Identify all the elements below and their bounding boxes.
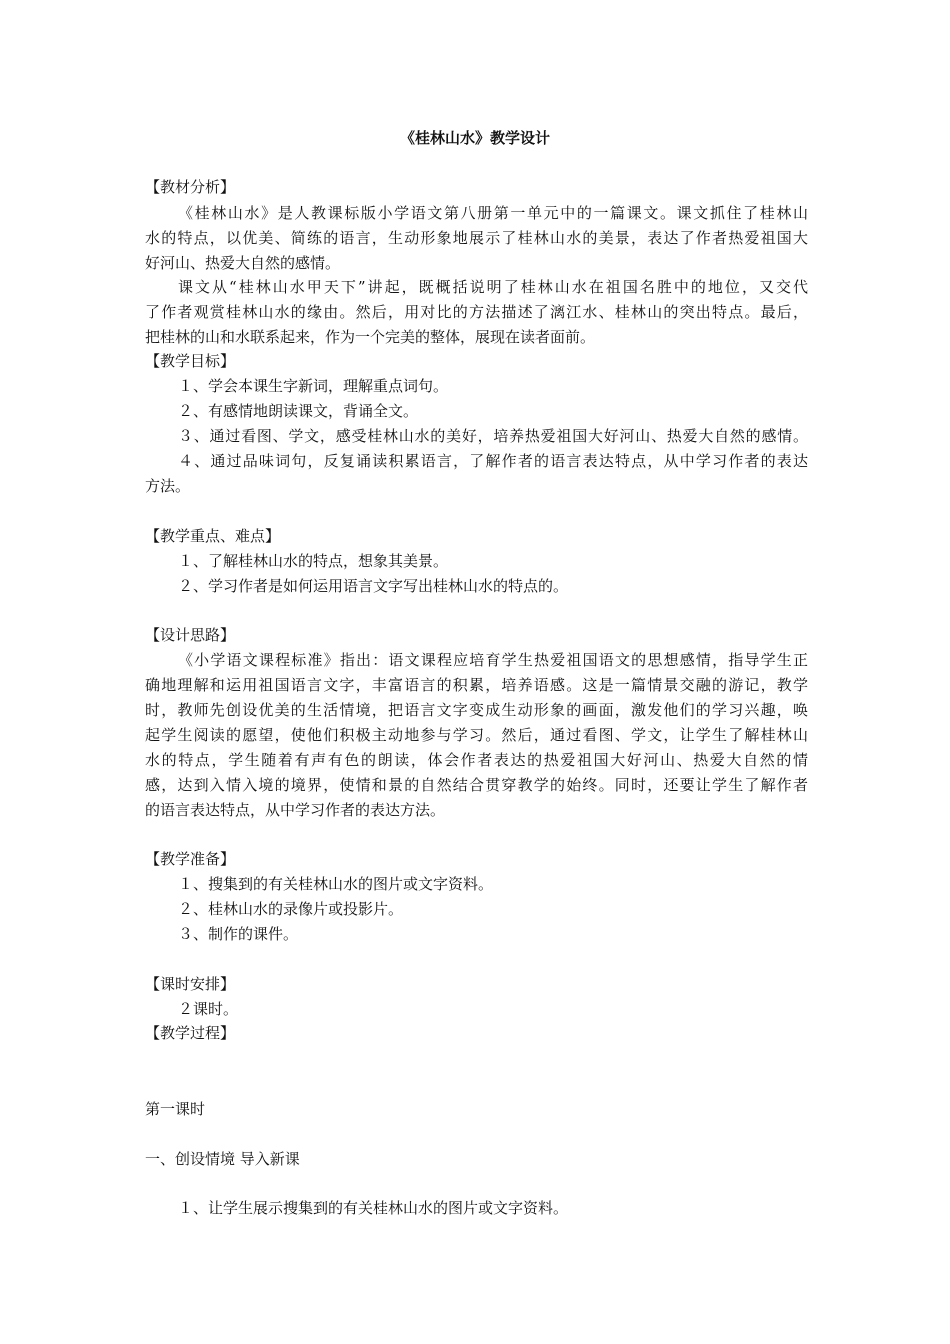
- heading-teaching-goals: 【教学目标】: [145, 352, 236, 370]
- paragraph-line: 课文从“桂林山水甲天下”讲起，既概括说明了桂林山水在祖国名胜中的地位，又交代: [178, 278, 808, 296]
- paragraph-line: 水的特点，学生随着有声有色的朗读，体会作者表达的热爱祖国大好河山、热爱大自然的情: [145, 751, 808, 769]
- heading-textbook-analysis: 【教材分析】: [145, 178, 236, 196]
- schedule-value: ２课时。: [178, 1000, 239, 1018]
- list-item-continuation: 方法。: [145, 477, 191, 495]
- list-item: ２、有感情地朗读课文，背诵全文。: [178, 402, 419, 420]
- paragraph-line: 的语言表达特点，从中学习作者的表达方法。: [145, 801, 446, 819]
- paragraph-line: 起学生阅读的愿望，使他们积极主动地参与学习。然后，通过看图、学文，让学生了解桂林山: [145, 726, 808, 744]
- heading-schedule: 【课时安排】: [145, 975, 236, 993]
- lesson-title: 第一课时: [145, 1100, 206, 1118]
- list-item: ２、学习作者是如何运用语言文字写出桂林山水的特点的。: [178, 577, 569, 595]
- paragraph-line: 《桂林山水》是人教课标版小学语文第八册第一单元中的一篇课文。课文抓住了桂林山: [178, 204, 808, 222]
- heading-key-points: 【教学重点、难点】: [145, 527, 281, 545]
- heading-design-idea: 【设计思路】: [145, 626, 236, 644]
- paragraph-line: 了作者观赏桂林山水的缘由。然后，用对比的方法描述了漓江水、桂林山的突出特点。最后，: [145, 303, 808, 321]
- list-item: １、了解桂林山水的特点，想象其美景。: [178, 552, 449, 570]
- paragraph-line: 《小学语文课程标准》指出：语文课程应培育学生热爱祖国语文的思想感情，指导学生正: [178, 651, 808, 669]
- step-heading: 一、创设情境 导入新课: [145, 1150, 300, 1168]
- paragraph-line: 时，教师先创设优美的生活情境，把语言文字变成生动形象的画面，激发他们的学习兴趣，唤: [145, 701, 808, 719]
- paragraph-line: 水的特点，以优美、简练的语言，生动形象地展示了桂林山水的美景，表达了作者热爱祖国大: [145, 229, 808, 247]
- paragraph-line: 好河山、热爱大自然的感情。: [145, 254, 341, 272]
- paragraph-line: 把桂林的山和水联系起来，作为一个完美的整体，展现在读者面前。: [145, 328, 596, 346]
- list-item: １、学会本课生字新词，理解重点词句。: [178, 377, 449, 395]
- heading-process: 【教学过程】: [145, 1024, 236, 1042]
- list-item: ４、通过品味词句，反复诵读积累语言，了解作者的语言表达特点，从中学习作者的表达: [178, 452, 808, 470]
- list-item: ３、通过看图、学文，感受桂林山水的美好，培养热爱祖国大好河山、热爱大自然的感情。: [178, 427, 808, 445]
- paragraph-line: 感，达到入情入境的境界，使情和景的自然结合贯穿教学的始终。同时，还要让学生了解作者: [145, 776, 808, 794]
- list-item: １、让学生展示搜集到的有关桂林山水的图片或文字资料。: [178, 1199, 569, 1217]
- document-title: 《桂林山水》教学设计: [399, 129, 550, 147]
- list-item: ３、制作的课件。: [178, 925, 299, 943]
- paragraph-line: 确地理解和运用祖国语言文字，丰富语言的积累，培养语感。这是一篇情景交融的游记，教学: [145, 676, 808, 694]
- list-item: ２、桂林山水的录像片或投影片。: [178, 900, 404, 918]
- list-item: １、搜集到的有关桂林山水的图片或文字资料。: [178, 875, 494, 893]
- heading-preparation: 【教学准备】: [145, 850, 236, 868]
